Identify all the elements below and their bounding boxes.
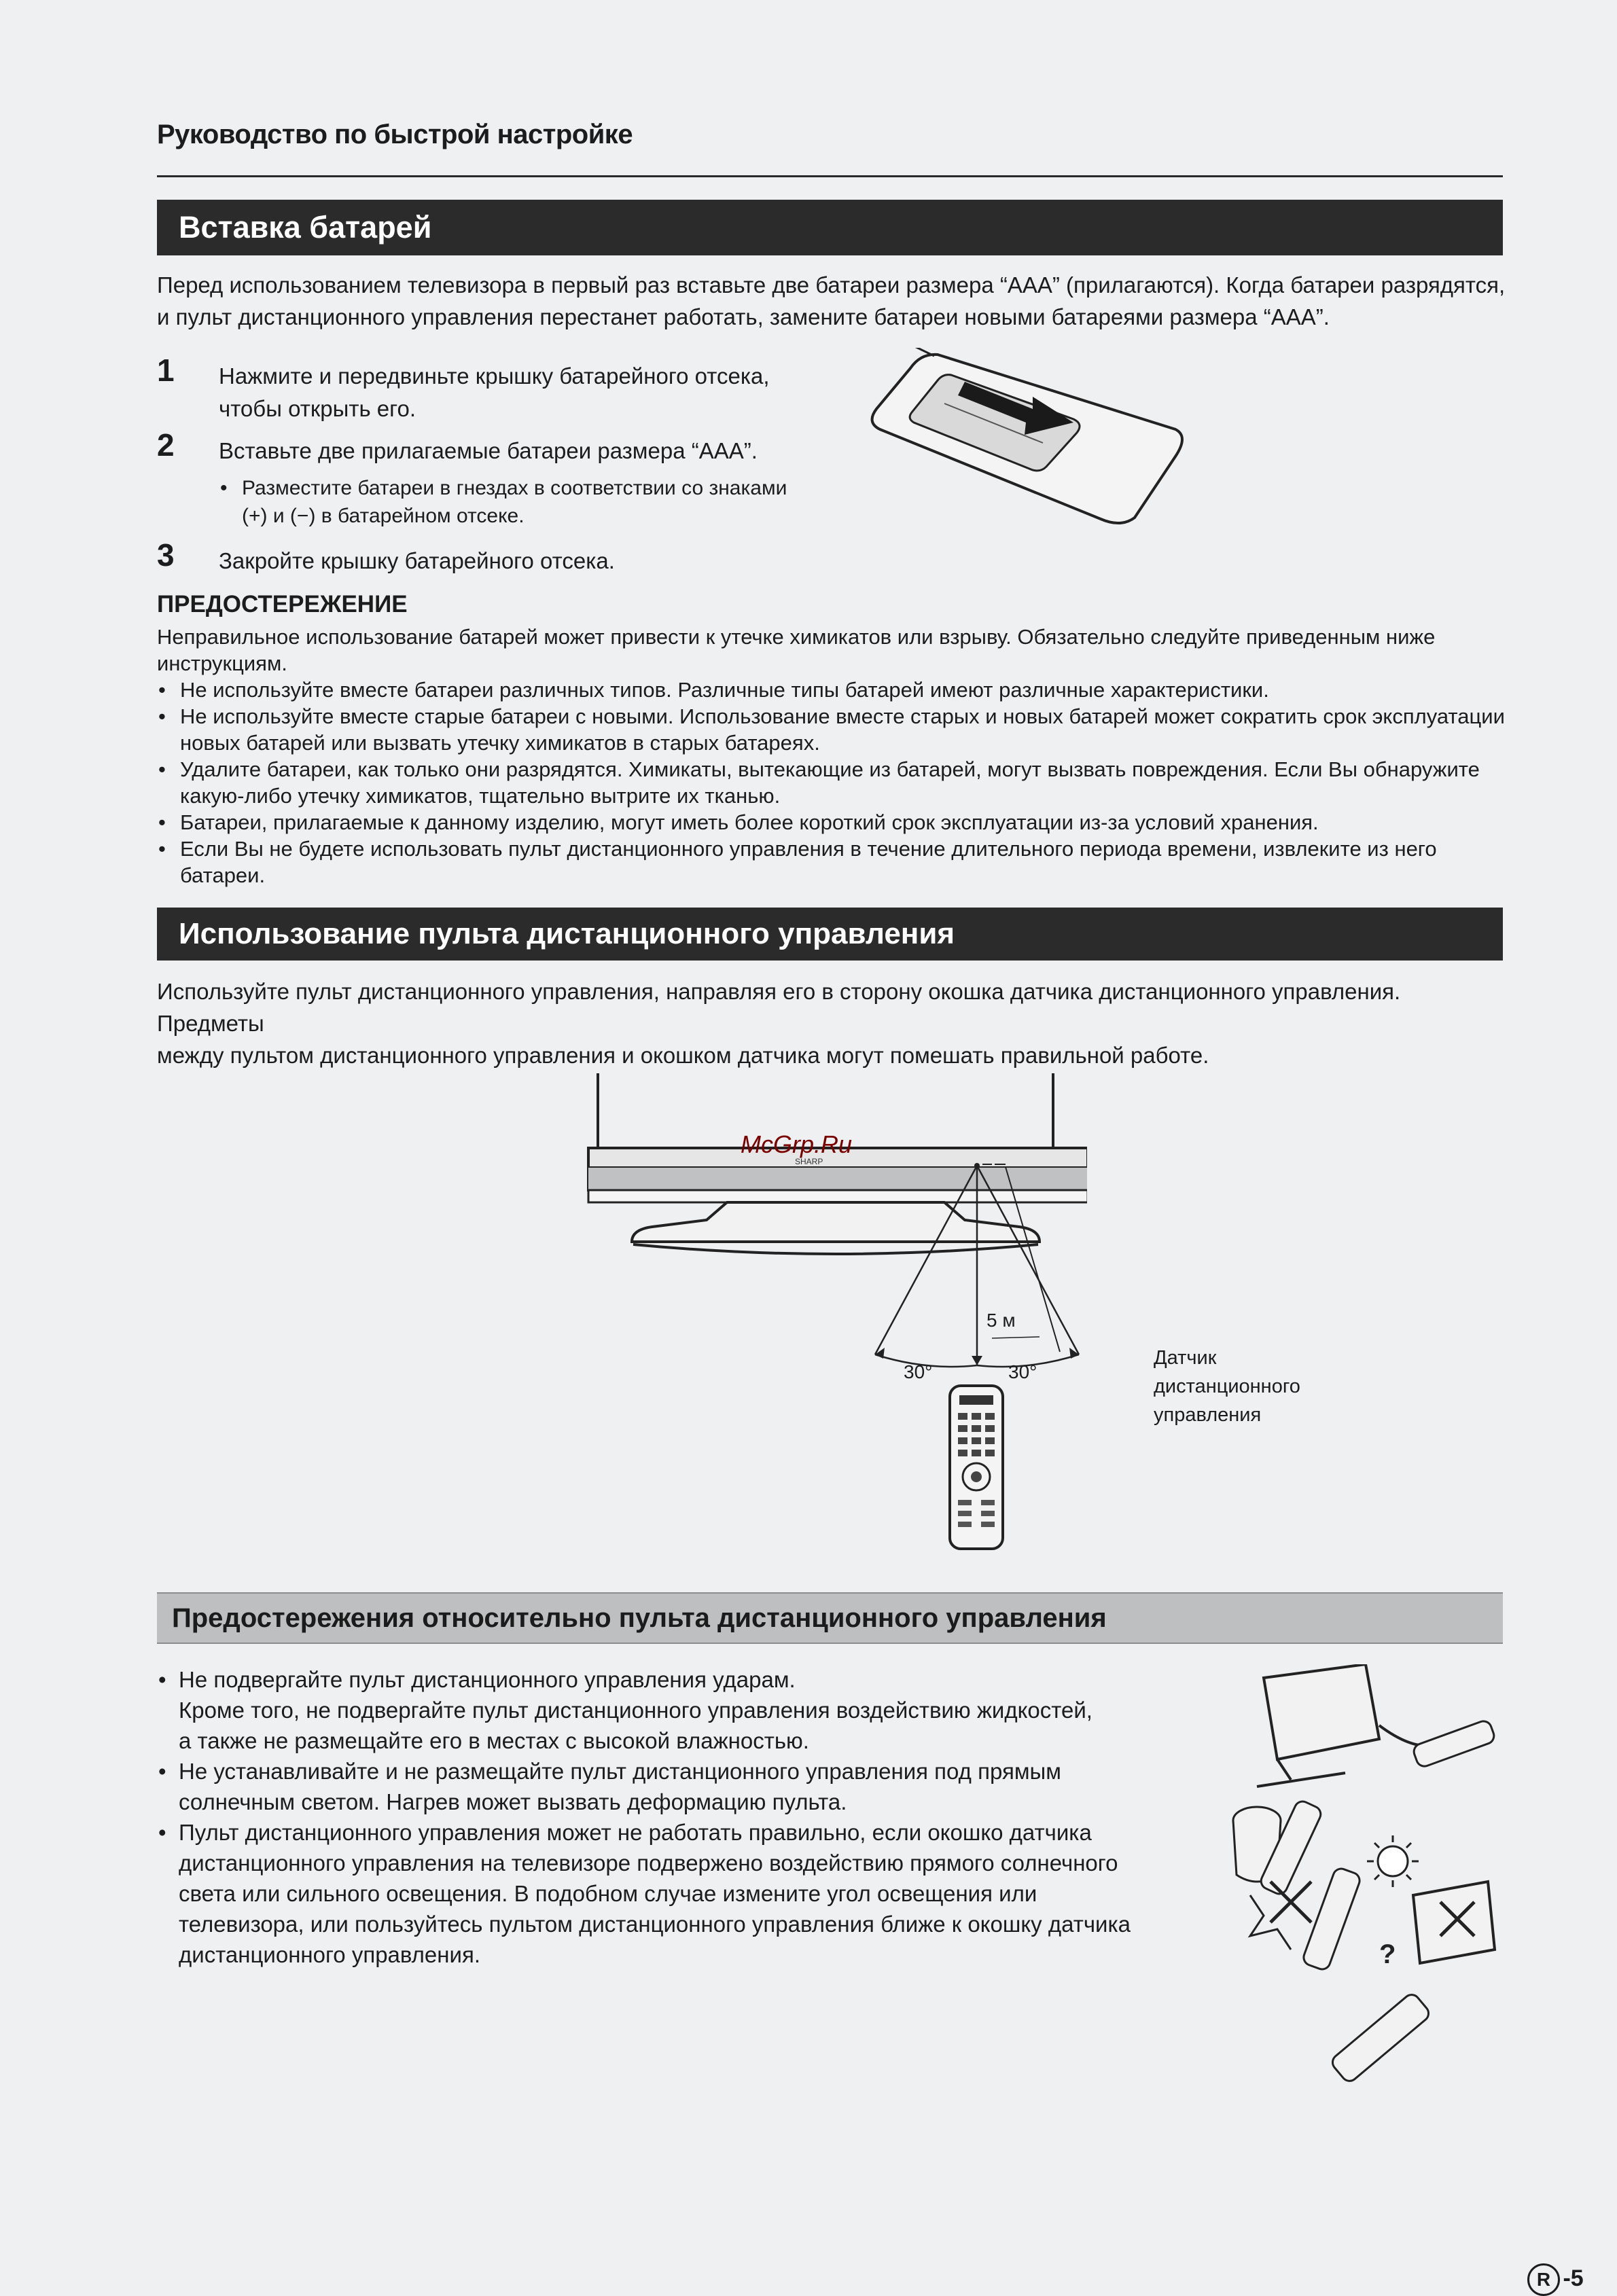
remote-control-drawing xyxy=(950,1386,1003,1549)
list-item: • Батареи, прилагаемые к данному изделию, могут иметь более короткий срок эксплуатации из-за условий хранения. xyxy=(157,809,1509,836)
svg-text:?: ? xyxy=(1379,1939,1396,1969)
sub-line: (+) и (−) в батарейном отсеке. xyxy=(242,505,525,527)
page-footer xyxy=(1527,2263,1584,2296)
watermark: McGrp.Ru xyxy=(741,1130,853,1158)
step-number: 2 xyxy=(157,427,175,463)
intro-line: и пульт дистанционного управления перестанет работать, замените батареи новыми батареями размера “AAA”. xyxy=(157,304,1330,329)
tv-stand xyxy=(632,1202,1040,1242)
list-item: • Пульт дистанционного управления может не работать правильно, если окошко датчика дистанционного управления на телевизоре подвержено воздействию прямого солнечного света или сильного освещения. В подобном случае измените угол освещения или телевизора, или пользуйтесь пультом дистанционного управления ближе к окошку датчика дистанционного управления. xyxy=(157,1817,1149,1970)
sub-line: Разместите батареи в гнездах в соответствии со знаками xyxy=(242,477,787,499)
batteries-intro xyxy=(157,269,1509,333)
tv-brand-mark: SHARP xyxy=(795,1157,823,1166)
sensor-label-line: Датчик xyxy=(1154,1347,1217,1369)
list-item: • Не устанавливайте и не размещайте пульт дистанционного управления под прямым солнечным светом. Нагрев может вызвать деформацию пульта. xyxy=(157,1756,1149,1817)
list-item: • Если Вы не будете использовать пульт дистанционного управления в течение длительного периода времени, извлеките из него батареи. xyxy=(157,836,1509,889)
caution-list xyxy=(157,677,1509,889)
tv-sensor-blocked-icon xyxy=(1330,1882,1495,2084)
step-line: Нажмите и передвиньте крышку батарейного отсека, xyxy=(219,363,770,389)
center-arrow xyxy=(972,1356,982,1365)
region-mark: R xyxy=(1527,2263,1560,2296)
list-item: • Не подвергайте пульт дистанционного управления ударам. Кроме того, не подвергайте пульт дистанционного управления воздействию жидкостей, а также не размещайте его в местах с высокой влажностью. xyxy=(157,1664,1149,1756)
step-sub-bullet: • Разместите батареи в гнездах в соответствии со знаками (+) и (−) в батарейном отсеке. xyxy=(219,474,898,530)
list-item: • Не используйте вместе батареи различных типов. Различные типы батарей имеют различные характеристики. xyxy=(157,677,1509,703)
remote-use-intro xyxy=(157,975,1509,1071)
section-title-batteries: Вставка батарей xyxy=(157,200,1503,255)
sensor-label xyxy=(1154,1344,1300,1429)
precautions-list xyxy=(157,1664,1149,1970)
step-number: 1 xyxy=(157,353,175,388)
liquid-icon xyxy=(1233,1799,1323,1950)
distance-leader xyxy=(992,1337,1040,1338)
step-text: Закройте крышку батарейного отсека. xyxy=(219,548,615,573)
step-text xyxy=(219,360,898,425)
distance-label: 5 м xyxy=(987,1310,1016,1331)
section-title-remote-use: Использование пульта дистанционного управления xyxy=(157,908,1503,961)
caution-line: Неправильное использование батарей может привести к утечке химикатов или взрыву. Обязательно следуйте приведенным ниже xyxy=(157,625,1436,649)
tv-speaker-strip xyxy=(588,1167,1087,1190)
intro-line: Используйте пульт дистанционного управления, направляя его в сторону окошка датчика дистанционного управления. Предметы xyxy=(157,979,1401,1036)
sensor-label-line: управления xyxy=(1154,1404,1262,1426)
angle-label-left: 30° xyxy=(904,1361,933,1382)
tv-icon-top xyxy=(1257,1664,1496,1787)
caution-text xyxy=(157,624,1509,677)
battery-cover-illustration xyxy=(870,348,1189,531)
list-item: • Не используйте вместе старые батареи с новыми. Использование вместе старых и новых батарей может сократить срок эксплуатации новых батарей или вызвать утечку химикатов в старых батареях. xyxy=(157,703,1509,756)
intro-line: между пультом дистанционного управления и окошком датчика могут помешать правильной работе. xyxy=(157,1043,1209,1068)
list-item: • Удалите батареи, как только они разрядятся. Химикаты, вытекающие из батарей, могут вызвать повреждения. Если Вы обнаружите какую-либо утечку химикатов, тщательно вытрите их тканью. xyxy=(157,756,1509,809)
precautions-illustration xyxy=(1209,1664,1508,2099)
header-rule xyxy=(157,175,1503,177)
step-line: чтобы открыть его. xyxy=(219,396,416,421)
page-number: -5 xyxy=(1563,2265,1584,2291)
caution-title: ПРЕДОСТЕРЕЖЕНИЕ xyxy=(157,591,408,617)
section-title-precautions: Предостережения относительно пульта дистанционного управления xyxy=(157,1592,1503,1644)
step-number: 3 xyxy=(157,537,175,573)
sun-icon xyxy=(1302,1835,1419,1971)
intro-line: Перед использованием телевизора в первый раз вставьте две батареи размера “AAA” (прилагаются). Когда батареи разрядятся, xyxy=(157,272,1506,298)
angle-label-right: 30° xyxy=(1008,1361,1037,1382)
caution-line: инструкциям. xyxy=(157,651,287,675)
sensor-label-line: дистанционного xyxy=(1154,1376,1300,1397)
page-title: Руководство по быстрой настройке xyxy=(157,120,633,149)
step-text: Вставьте две прилагаемые батареи размера “AAA”. xyxy=(219,438,758,463)
